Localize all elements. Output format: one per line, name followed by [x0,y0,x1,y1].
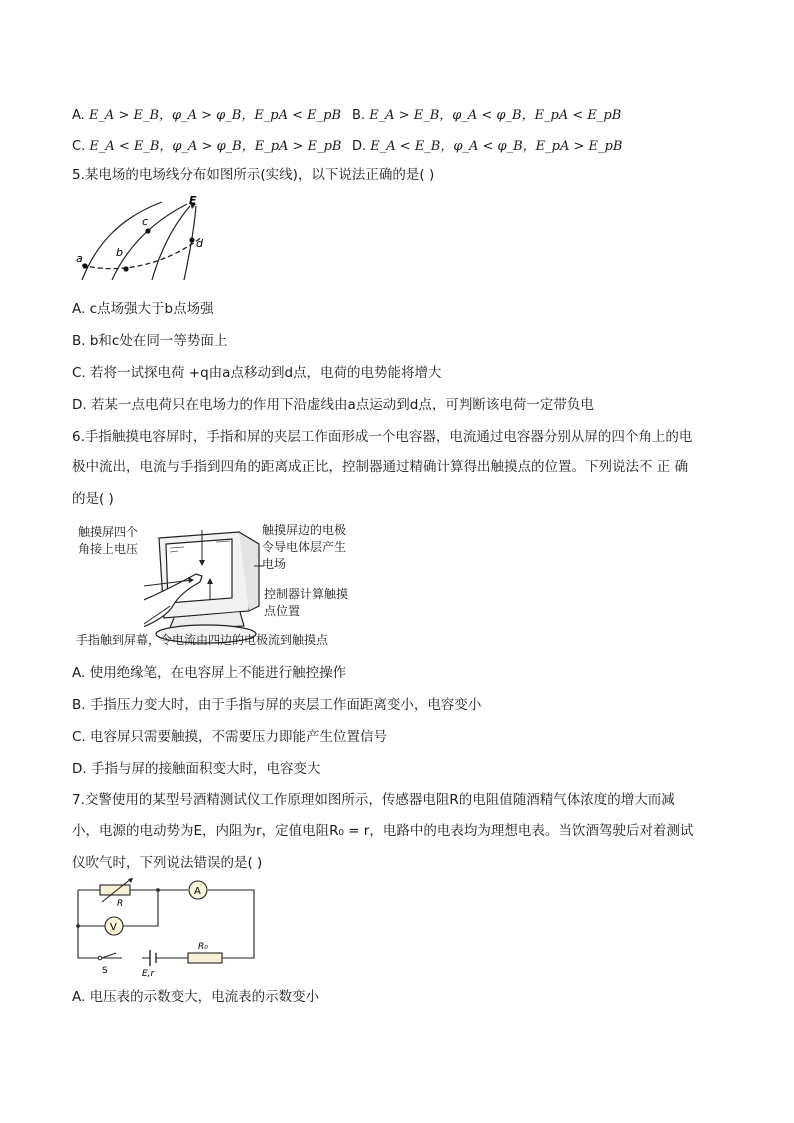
q7-option-a: A. 电压表的示数变大，电流表的示数变小 [72,989,320,1005]
q6-caption: 手指触到屏幕，令电流由四边的电极流到触摸点 [76,633,329,647]
q7-label-S: S [102,966,108,976]
q5-point-c [145,228,150,233]
q5-point-a [82,263,87,268]
q4-option-a-math: E_A > E_B，φ_A > φ_B，E_pA < E_pB [88,108,342,123]
q6-option-b: B. 手指压力变大时，由于手指与屏的夹层工作面距离变小，电容变小 [72,697,482,713]
q7-label-A: A [194,886,201,897]
q6-label-topright-2: 令导电体层产生 [262,540,347,554]
q5-point-b [123,266,128,271]
q5-label-b: b [116,246,123,259]
q5-field-line-4 [184,206,196,280]
q4-option-a [72,104,341,123]
q6-label-right-1: 控制器计算触摸 [264,587,349,601]
q5-label-a: a [76,252,83,265]
q5-stem: 5.某电场的电场线分布如图所示(实线)，以下说法正确的是( ) [72,167,435,183]
q7-stem-line-2: 小，电源的电动势为E，内阻为r，定值电阻R₀ = r，电路中的电表均为理想电表。当饮酒驾驶后对着测试 [72,823,694,839]
q7-stem-line-1: 7.交警使用的某型号酒精测试仪工作原理如图所示，传感器电阻R的电阻值随酒精气体浓度的增大而减 [72,792,675,808]
q6-stem-line-3: 的是( ) [72,491,114,507]
q6-option-a: A. 使用绝缘笔，在电容屏上不能进行触控操作 [72,665,347,681]
q5-option-c: C. 若将一试探电荷 +q由a点移动到d点，电荷的电势能将增大 [72,365,442,381]
q7-battery [150,950,156,966]
q7-label-Er: E,r [142,969,155,978]
q6-label-topright-1: 触摸屏边的电极 [262,523,347,537]
q4-option-b-math: E_A > E_B，φ_A < φ_B，E_pA < E_pB [369,108,622,123]
q6-option-c: C. 电容屏只需要触摸，不需要压力即能产生位置信号 [72,729,388,745]
q4-option-a-label: A. [72,108,89,123]
q7-label-V: V [110,922,117,933]
q5-option-d: D. 若某一点电荷只在电场力的作用下沿虚线由a点运动到d点，可判断该电荷一定带负电 [72,397,594,413]
q4-option-d-math: E_A < E_B，φ_A < φ_B，E_pA > E_pB [370,139,623,154]
q5-dashed-path [82,237,202,269]
q4-option-c-math: E_A < E_B，φ_A > φ_B，E_pA > E_pB [89,139,342,154]
q7-switch [102,953,116,958]
q6-monitor-drawing [144,526,264,646]
q5-option-b: B. b和c处在同一等势面上 [72,333,228,349]
q6-stem-line-2: 极中流出，电流与手指到四角的距离成正比，控制器通过精确计算得出触摸点的位置。下列说法不 正 确 [72,459,689,475]
q4-option-b-label: B. [352,108,370,123]
q5-field-line-3 [152,206,190,280]
q5-field-line-figure [72,192,222,282]
q7-circuit-diagram [72,878,262,978]
q4-option-c-label: C. [72,139,90,154]
q5-label-E: E [189,194,197,207]
q5-label-c: c [142,215,149,228]
q5-option-a: A. c点场强大于b点场强 [72,301,214,317]
q5-point-d [189,237,194,242]
q7-resistor-R0 [188,953,222,963]
q6-label-topleft-2: 角接上电压 [78,542,139,556]
q7-resistor-R [100,885,130,895]
q6-option-d: D. 手指与屏的接触面积变大时，电容变大 [72,761,321,777]
q7-stem-line-3: 仪吹气时，下列说法错误的是( ) [72,855,263,871]
q6-stem-line-1: 6.手指触摸电容屏时，手指和屏的夹层工作面形成一个电容器，电流通过电容器分别从屏的四个角上的电 [72,429,693,445]
q4-option-c [72,135,341,154]
q5-label-d: d [196,237,203,250]
q6-touchscreen-figure [72,522,372,650]
q6-label-right-2: 点位置 [264,604,301,618]
q6-label-topleft-1: 触摸屏四个 [78,525,139,539]
q7-label-R: R [117,899,124,909]
q4-option-b [352,104,621,123]
q7-label-R0: R₀ [198,942,208,952]
q6-label-topright-3: 电场 [262,557,287,571]
q4-option-d [352,135,622,154]
q4-option-d-label: D. [352,139,371,154]
